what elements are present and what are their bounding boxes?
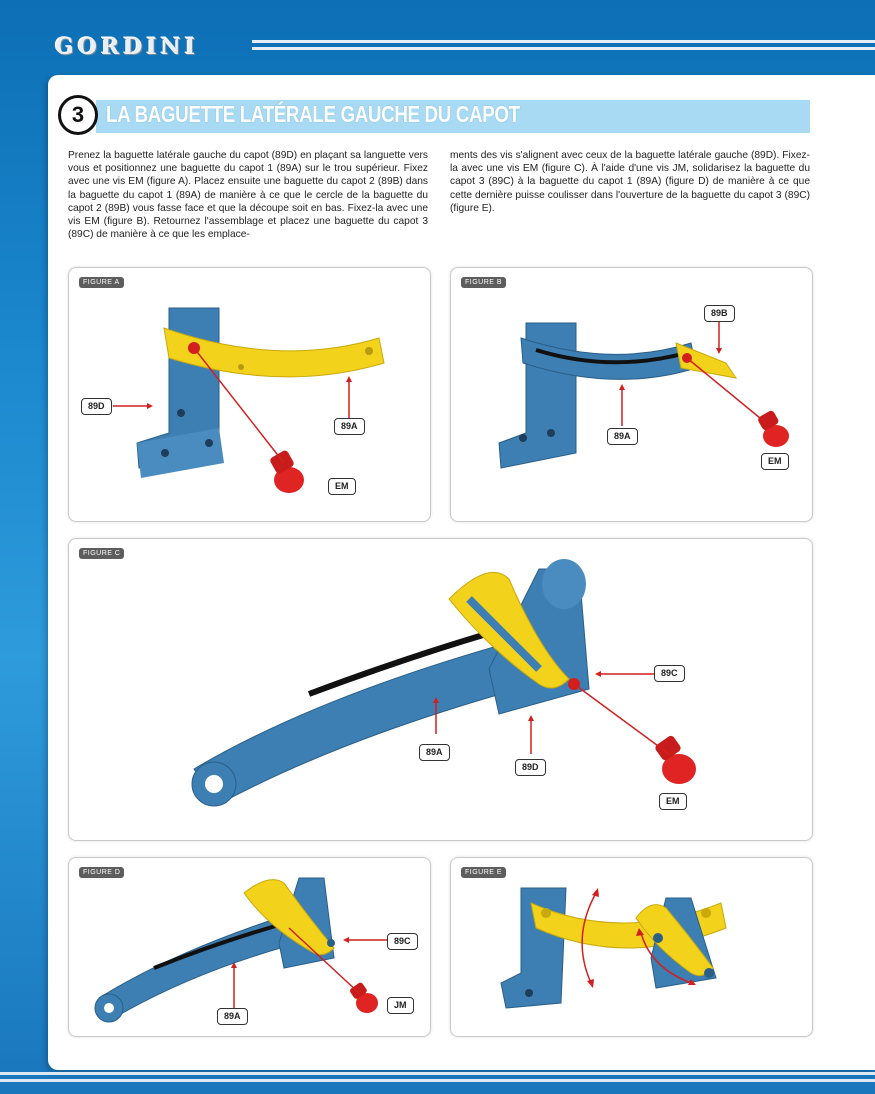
figure-c-panel — [68, 538, 813, 841]
figure-e-illustration — [451, 858, 812, 1036]
figure-e-tag: FIGURE E — [461, 867, 506, 878]
label-em: EM — [659, 793, 687, 810]
figure-e-panel — [450, 857, 813, 1037]
figure-b-tag: FIGURE B — [461, 277, 506, 288]
label-89c: 89C — [654, 665, 685, 682]
label-em: EM — [328, 478, 356, 495]
label-89a: 89A — [217, 1008, 248, 1025]
figure-c-illustration — [69, 539, 812, 840]
figure-b-panel — [450, 267, 813, 522]
figure-a-illustration — [69, 268, 430, 521]
label-89a: 89A — [419, 744, 450, 761]
footer-decor-lines — [0, 1072, 875, 1086]
figure-d-panel — [68, 857, 431, 1037]
page-title: LA BAGUETTE LATÉRALE GAUCHE DU CAPOT — [106, 101, 520, 127]
label-89b: 89B — [704, 305, 735, 322]
brand-logo: GORDINI — [55, 34, 200, 60]
label-em: EM — [761, 453, 789, 470]
label-89d: 89D — [515, 759, 546, 776]
label-jm: JM — [387, 997, 414, 1014]
step-number: 3 — [58, 95, 98, 135]
label-89d: 89D — [81, 398, 112, 415]
figure-a-tag: FIGURE A — [79, 277, 124, 288]
header-bar — [0, 0, 875, 75]
header-decor-lines — [252, 40, 875, 60]
figure-d-tag: FIGURE D — [79, 867, 124, 878]
label-89c: 89C — [387, 933, 418, 950]
figure-d-illustration — [69, 858, 430, 1036]
label-89a: 89A — [334, 418, 365, 435]
instructions-col-1: Prenez la baguette latérale gauche du capot (89D) en plaçant sa languette vers vous et positionnez une baguette du capot 1 (89A) sur le trou supérieur. Fixez avec une vis EM (figure A). Placez ensuite une baguette du capot 2 (89B) dans la baguette du capot 1 (89A) de manière à ce que le cercle de la baguette du capot 2 (89B) vous fasse face et que la découpe soit en bas. Fixez-la avec une vis EM (figure B). Retournez l'assemblage et placez une baguette du capot 3 (89C) de manière à ce que les emplace- — [68, 150, 428, 241]
label-89a: 89A — [607, 428, 638, 445]
figure-c-tag: FIGURE C — [79, 548, 124, 559]
instructions-col-2: ments des vis s'alignent avec ceux de la baguette latérale gauche (89D). Fixez-la avec une vis EM (figure C). À l'aide d'une vis JM, solidarisez la baguette du capot 3 (89C) à la baguette du capot 1 (89A) (figure D) de manière à ce que cette dernière puisse coulisser dans l'ouverture de la baguette du capot 3 (89C) (figure E). — [450, 150, 810, 214]
figure-a-panel — [68, 267, 431, 522]
figure-b-illustration — [451, 268, 812, 521]
